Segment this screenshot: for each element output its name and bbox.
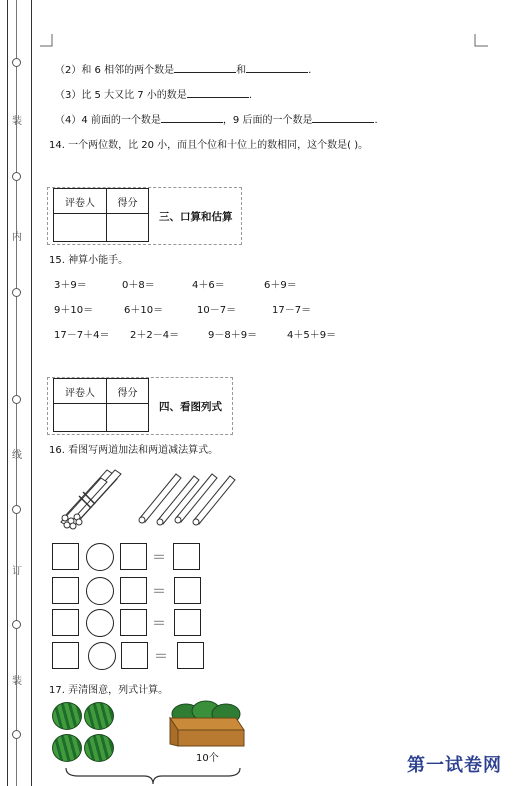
answer-box[interactable] — [52, 543, 79, 570]
box-quantity-label: 10个 — [196, 753, 219, 764]
gutter-line-right — [31, 0, 32, 786]
total-brace — [64, 766, 242, 786]
stick-bundle-image — [55, 464, 127, 530]
q13-item2-end: . — [308, 65, 312, 76]
q14-text: 14. 一个两位数，比 20 小，而且个位和十位上的数相同，这个数是( )。 — [49, 140, 369, 151]
calc-item: 3＋9＝ — [54, 280, 87, 291]
answer-blank[interactable] — [312, 113, 374, 123]
q13-item4-end: . — [374, 115, 378, 126]
watermelon-icon — [52, 702, 82, 730]
watermelon-icon — [52, 734, 82, 762]
calc-item: 10－7＝ — [197, 305, 237, 316]
equals-sign: ＝ — [152, 584, 166, 600]
gutter-label: 装 — [12, 116, 22, 127]
q13-item2-text: （2）和 6 相邻的两个数是 — [55, 65, 175, 76]
answer-box[interactable] — [174, 609, 201, 636]
answer-box[interactable] — [52, 642, 79, 669]
calc-item: 9－8＋9＝ — [208, 330, 258, 341]
gutter-hole — [12, 172, 21, 181]
grader-label: 评卷人 — [54, 189, 107, 214]
gutter-hole — [12, 395, 21, 404]
operator-circle[interactable] — [86, 577, 114, 605]
answer-blank[interactable] — [246, 63, 308, 73]
gutter-hole — [12, 58, 21, 67]
crop-mark-right — [474, 34, 488, 48]
grader-label: 评卷人 — [54, 379, 107, 404]
answer-box[interactable] — [121, 642, 148, 669]
q13-item2-mid: 和 — [236, 65, 247, 76]
answer-blank[interactable] — [161, 113, 223, 123]
q13-item4 — [55, 111, 378, 126]
gutter-line-left — [7, 0, 8, 786]
section-title: 四、看图列式 — [159, 401, 222, 413]
calc-item: 2＋2－4＝ — [130, 330, 180, 341]
operator-circle[interactable] — [86, 543, 114, 571]
answer-box[interactable] — [173, 543, 200, 570]
crop-mark-left — [40, 34, 54, 48]
operator-circle[interactable] — [86, 609, 114, 637]
loose-sticks-image — [136, 470, 236, 526]
watermelon-icon — [84, 734, 114, 762]
calc-item: 17－7＋4＝ — [54, 330, 110, 341]
q15-title: 15. 神算小能手。 — [49, 255, 129, 266]
gutter-label: 订 — [12, 566, 22, 577]
gutter-label: 装 — [12, 676, 22, 687]
q17-title: 17. 弄清图意，列式计算。 — [49, 685, 169, 696]
q13-item4-text: （4）4 前面的一个数是 — [55, 115, 161, 126]
section-title: 三、口算和估算 — [159, 211, 233, 223]
answer-box[interactable] — [120, 543, 147, 570]
answer-blank[interactable] — [187, 88, 249, 98]
gutter-hole — [12, 730, 21, 739]
q13-item4-mid: ，9 后面的一个数是 — [222, 115, 313, 126]
answer-box[interactable] — [52, 577, 79, 604]
equals-sign: ＝ — [152, 616, 166, 632]
q13-item3 — [55, 86, 252, 101]
calc-item: 17－7＝ — [272, 305, 312, 316]
answer-box[interactable] — [120, 577, 147, 604]
operator-circle[interactable] — [88, 642, 116, 670]
q13-item2 — [55, 61, 311, 76]
q16-title: 16. 看图写两道加法和两道减法算式。 — [49, 445, 219, 456]
calc-item: 4＋6＝ — [192, 280, 225, 291]
calc-item: 4＋5＋9＝ — [287, 330, 337, 341]
q13-item3-text: （3）比 5 大又比 7 小的数是 — [55, 90, 187, 101]
gutter-label: 内 — [12, 232, 22, 243]
site-watermark: 第一试卷网 — [407, 755, 502, 776]
binding-gutter — [0, 0, 33, 786]
answer-box[interactable] — [177, 642, 204, 669]
q13-item3-end: . — [248, 90, 252, 101]
calc-item: 6＋9＝ — [264, 280, 297, 291]
watermelon-icon — [84, 702, 114, 730]
answer-box[interactable] — [120, 609, 147, 636]
gutter-hole — [12, 620, 21, 629]
calc-item: 6＋10＝ — [124, 305, 164, 316]
watermelon-box-image — [166, 700, 246, 748]
gutter-label: 线 — [12, 450, 22, 461]
gutter-hole — [12, 505, 21, 514]
answer-blank[interactable] — [174, 63, 236, 73]
equals-sign: ＝ — [152, 550, 166, 566]
score-label: 得分 — [107, 379, 149, 404]
calc-item: 9＋10＝ — [54, 305, 94, 316]
score-label: 得分 — [107, 189, 149, 214]
gutter-hole — [12, 288, 21, 297]
equals-sign: ＝ — [154, 649, 168, 665]
answer-box[interactable] — [52, 609, 79, 636]
answer-box[interactable] — [174, 577, 201, 604]
calc-item: 0＋8＝ — [122, 280, 155, 291]
